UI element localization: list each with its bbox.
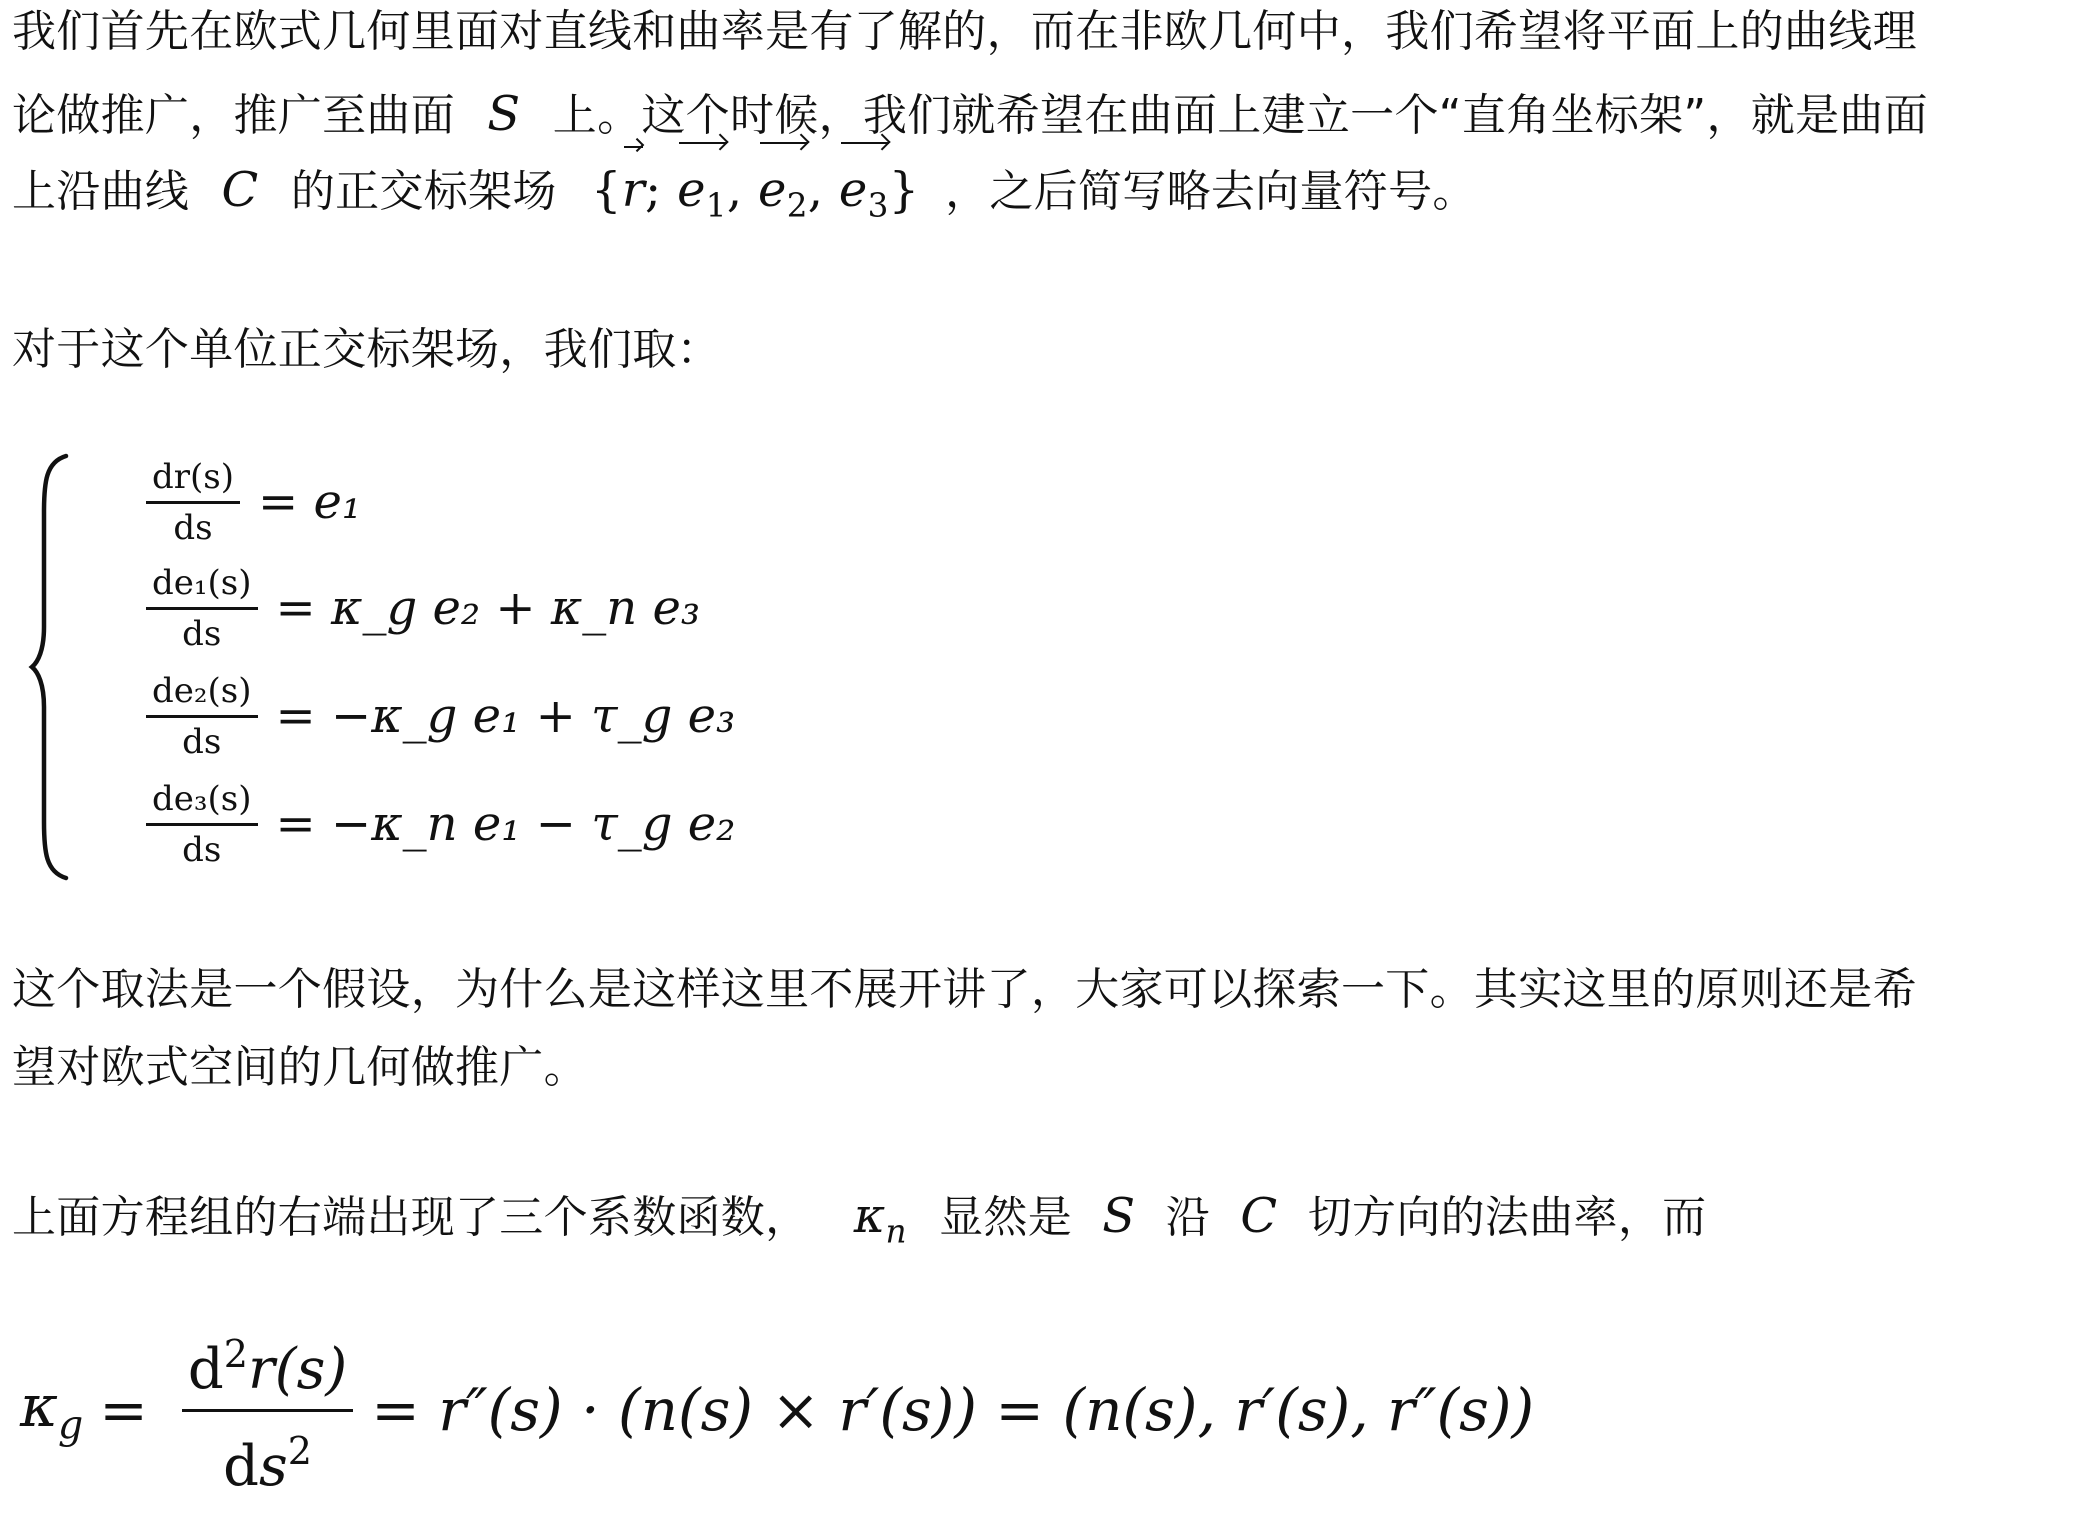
- paragraph-1-line-1: 我们首先在欧式几何里面对直线和曲率是有了解的，而在非欧几何中，我们希望将平面上的曲线理: [12, 6, 1917, 57]
- equation-2-rhs: = κ_g e₂ + κ_n e₃: [275, 580, 701, 636]
- paragraph-4-text-b: 显然是: [939, 1192, 1072, 1243]
- paragraph-3-line-1: 这个取法是一个假设，为什么是这样这里不展开讲了，大家可以探索一下。其实这里的原则还是希: [12, 964, 1917, 1015]
- formula-equals-sign: =: [99, 1376, 148, 1444]
- position-vector-r: r: [622, 150, 645, 230]
- frame-vector-e2: [758, 150, 808, 245]
- equation-4-fraction: [146, 777, 258, 872]
- equation-3: [146, 666, 735, 766]
- equation-3-rhs: = −κ_g e₁ + τ_g e₃: [275, 688, 736, 744]
- paragraph-4-text-a: 上面方程组的右端出现了三个系数函数，: [12, 1192, 810, 1243]
- equation-1-numerator: dr(s): [152, 456, 234, 497]
- paragraph-1-line-2: [12, 74, 1928, 154]
- geodesic-curvature-kappa: κ: [20, 1371, 59, 1440]
- formula-denominator: [217, 1412, 318, 1504]
- paragraph-1-line-3-text-b: 的正交标架场: [290, 166, 557, 217]
- formula-numerator-exponent: 2: [223, 1331, 248, 1376]
- formula-denominator-exponent: 2: [287, 1428, 312, 1473]
- paragraph-4-text-c: 沿: [1165, 1192, 1211, 1243]
- equation-1: [146, 452, 361, 552]
- equation-3-numerator: de₂(s): [152, 670, 252, 711]
- equation-1-rhs: = e₁: [258, 474, 362, 530]
- paragraph-1-line-3-text-a: 上沿曲线: [12, 166, 190, 217]
- equation-4-rhs: = −κ_n e₁ − τ_g e₂: [275, 796, 736, 852]
- frame-vector-e2-base: e: [757, 162, 787, 218]
- frame-set-close-brace: }: [888, 162, 920, 218]
- paragraph-1-line-2-text-a: 论做推广，推广至曲面: [12, 90, 455, 141]
- equation-2-fraction: [146, 561, 258, 656]
- paragraph-1-line-3: [12, 150, 1477, 230]
- equation-4-numerator: de₃(s): [152, 778, 252, 819]
- paragraph-4: [12, 1176, 1706, 1256]
- frame-set-open-brace: {: [590, 162, 622, 218]
- frame-set-comma-2: ,: [807, 162, 824, 218]
- surface-symbol-S-2: S: [1102, 1188, 1136, 1244]
- curve-symbol-C-2: C: [1240, 1188, 1278, 1244]
- equation-2-denominator: ds: [182, 613, 222, 654]
- formula-numerator: [182, 1317, 353, 1409]
- frame-vector-e3-index: 3: [867, 186, 889, 225]
- geodesic-curvature-formula: [20, 1320, 1534, 1500]
- paragraph-3-line-2: 望对欧式空间的几何做推广。: [12, 1042, 588, 1093]
- surface-symbol-S: S: [487, 86, 521, 142]
- paragraph-2: 对于这个单位正交标架场，我们取：: [12, 324, 721, 375]
- normal-curvature-symbol: [853, 1188, 907, 1251]
- frame-set-comma-1: ,: [726, 162, 743, 218]
- equation-2-numerator: de₁(s): [152, 562, 252, 603]
- paragraph-1-line-2-text-b: 上。这个时候，我们就希望在曲面上建立一个“直角坐标架”，就是曲面: [552, 90, 1928, 141]
- equation-3-fraction: [146, 669, 258, 764]
- formula-fraction: [182, 1317, 353, 1504]
- formula-rest: = r″(s) · (n(s) × r′(s)) = (n(s), r′(s), r″(s)): [371, 1376, 1535, 1444]
- paragraph-1-line-3-text-c: ，之后简写略去向量符号。: [945, 166, 1477, 217]
- formula-numerator-r-of-s: r(s): [248, 1336, 348, 1402]
- frame-set-formula: [590, 162, 935, 225]
- frame-vector-e1-index: 1: [705, 186, 727, 225]
- equation-2: [146, 558, 700, 658]
- frame-vector-e3-base: e: [838, 162, 868, 218]
- formula-denominator-s: s: [258, 1433, 288, 1499]
- paragraph-4-text-d: 切方向的法曲率，而: [1307, 1192, 1707, 1243]
- geodesic-curvature-subscript: g: [58, 1402, 84, 1449]
- equation-1-fraction: [146, 455, 240, 550]
- formula-denominator-d: d: [223, 1433, 259, 1499]
- equation-system: [28, 452, 928, 882]
- formula-numerator-d: d: [187, 1336, 224, 1402]
- equation-4-denominator: ds: [182, 829, 222, 870]
- normal-curvature-kappa: κ: [853, 1188, 886, 1244]
- frame-vector-e2-index: 2: [786, 186, 808, 225]
- equation-3-denominator: ds: [182, 721, 222, 762]
- normal-curvature-subscript: n: [885, 1212, 907, 1251]
- equation-4: [146, 774, 735, 874]
- equation-1-denominator: ds: [173, 507, 213, 548]
- frame-vector-e1: [677, 150, 727, 245]
- frame-vector-e1-base: e: [677, 162, 706, 218]
- frame-vector-e3: [839, 150, 889, 245]
- left-brace: [28, 452, 88, 882]
- frame-set-separator: ;: [645, 162, 662, 218]
- curve-symbol-C: C: [221, 162, 259, 218]
- geodesic-curvature-symbol: [20, 1372, 83, 1449]
